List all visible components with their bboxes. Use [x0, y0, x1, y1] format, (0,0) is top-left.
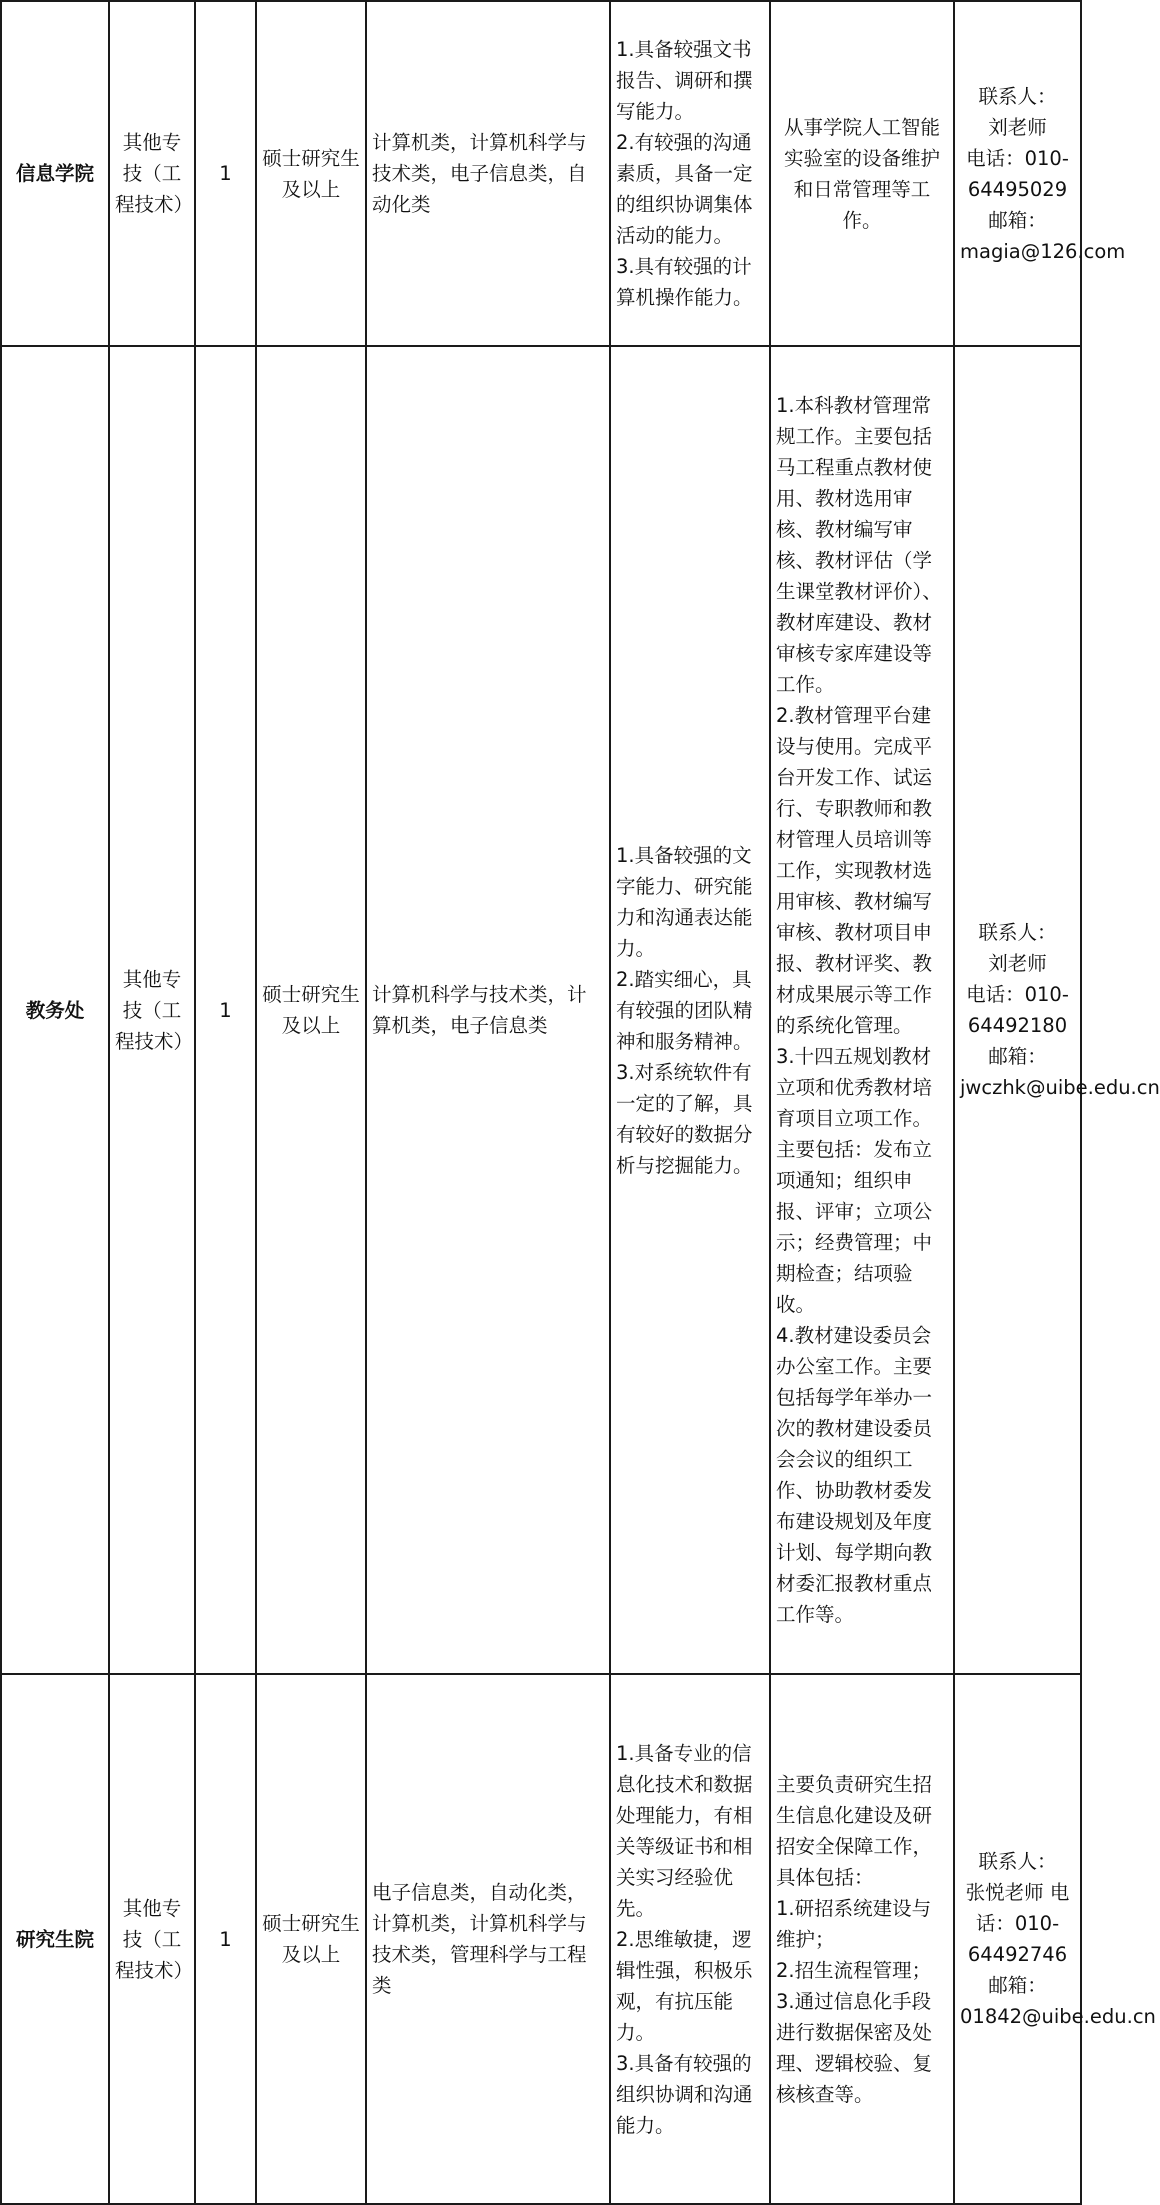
duties-cell: 1.本科教材管理常规工作。主要包括马工程重点教材使用、教材选用审核、教材编写审核、教材评估（学生课堂教材评价）、教材库建设、教材审核专家库建设等工作。 2.教材管理平台建设与使用。完成平台开发工作、试运行、专职教师和教材管理人员培训等工作，实现教材选用审核、教材编写审核、教材项目申报、教材评奖、教材成果展示等工作的系统化管理。 3.十四五规划教材立项和优秀教材培育项目立项工作。主要包括：发布立项通知；组织申报、评审；立项公示；经费管理；中期检查；结项验收。 4.教材建设委员会办公室工作。主要包括每学年举办一次的教材建设委员会会议的组织工作、协助教材委发布建设规划及年度计划、每学期向教材委汇报教材重点工作等。	[770, 346, 954, 1674]
requirements-cell: 1.具备专业的信息化技术和数据处理能力，有相关等级证书和相关实习经验优先。 2.思维敏捷，逻辑性强，积极乐观，有抗压能力。 3.具备有较强的组织协调和沟通能力。	[610, 1674, 770, 2204]
table-row	[1, 1674, 1081, 2204]
requirements-cell: 1.具备较强的文字能力、研究能力和沟通表达能力。 2.踏实细心，具有较强的团队精神和服务精神。 3.对系统软件有一定的了解，具有较好的数据分析与挖掘能力。	[610, 346, 770, 1674]
position-cell: 其他专技（工程技术）	[109, 1674, 195, 2204]
count-cell: 1	[195, 346, 256, 1674]
education-cell: 硕士研究生及以上	[256, 1, 366, 346]
table-row	[1, 346, 1081, 1674]
department-cell: 信息学院	[1, 1, 109, 346]
contact-cell: 联系人： 张悦老师 电话：010-64492746 邮箱： 01842@uibe.edu.cn	[954, 1674, 1081, 2204]
table-row	[1, 1, 1081, 346]
position-cell: 其他专技（工程技术）	[109, 346, 195, 1674]
duties-cell: 从事学院人工智能实验室的设备维护和日常管理等工作。	[770, 1, 954, 346]
position-cell: 其他专技（工程技术）	[109, 1, 195, 346]
majors-cell: 计算机科学与技术类，计算机类，电子信息类	[366, 346, 610, 1674]
department-cell: 教务处	[1, 346, 109, 1674]
majors-cell: 计算机类，计算机科学与技术类，电子信息类，自动化类	[366, 1, 610, 346]
department-cell: 研究生院	[1, 1674, 109, 2204]
education-cell: 硕士研究生及以上	[256, 1674, 366, 2204]
contact-cell: 联系人： 刘老师 电话：010-64495029 邮箱： magia@126.com	[954, 1, 1081, 346]
count-cell: 1	[195, 1674, 256, 2204]
contact-cell: 联系人： 刘老师 电话：010-64492180 邮箱： jwczhk@uibe.edu.cn	[954, 346, 1081, 1674]
count-cell: 1	[195, 1, 256, 346]
requirements-cell: 1.具备较强文书报告、调研和撰写能力。 2.有较强的沟通素质，具备一定的组织协调集体活动的能力。 3.具有较强的计算机操作能力。	[610, 1, 770, 346]
duties-cell: 主要负责研究生招生信息化建设及研招安全保障工作，具体包括： 1.研招系统建设与维护； 2.招生流程管理； 3.通过信息化手段进行数据保密及处理、逻辑校验、复核核查等。	[770, 1674, 954, 2204]
education-cell: 硕士研究生及以上	[256, 346, 366, 1674]
majors-cell: 电子信息类，自动化类，计算机类，计算机科学与技术类，管理科学与工程类	[366, 1674, 610, 2204]
